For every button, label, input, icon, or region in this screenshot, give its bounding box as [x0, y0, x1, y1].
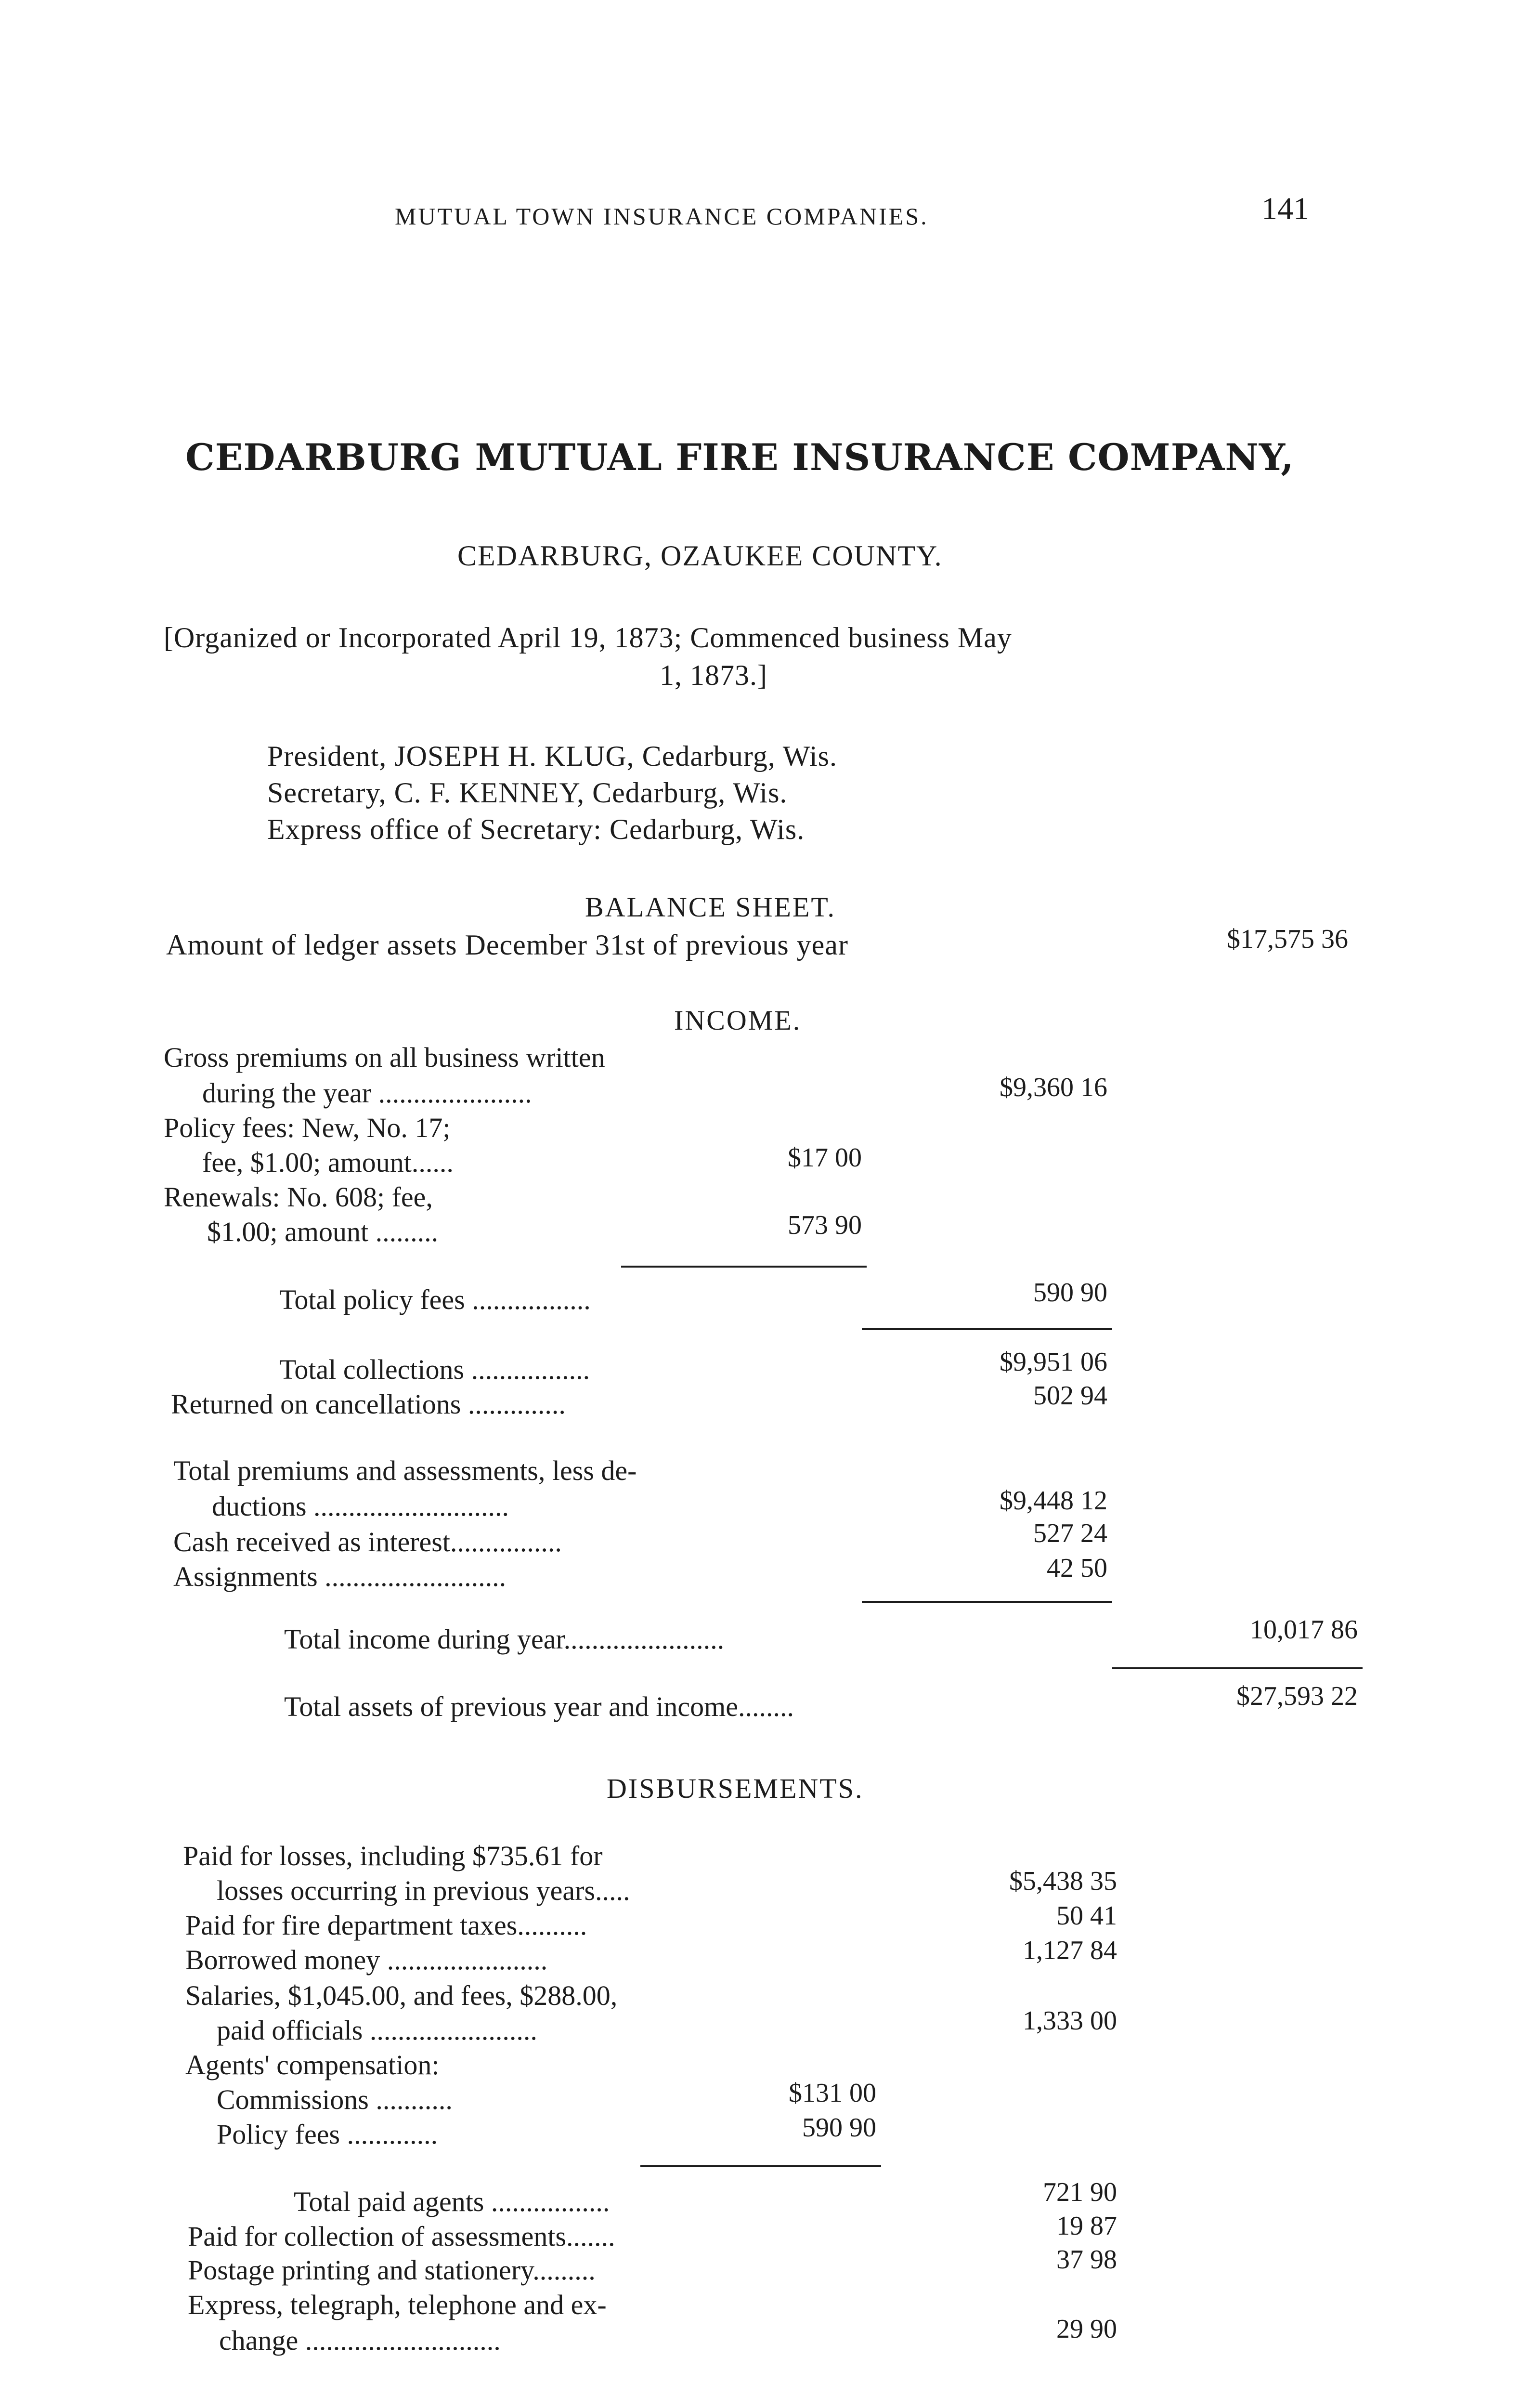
ledger-assets-label: Amount of ledger assets December 31st of previous year — [166, 929, 848, 961]
rule-agents — [640, 2165, 881, 2167]
renewals-value: 573 90 — [788, 1210, 862, 1240]
secretary-line: Secretary, C. F. KENNEY, Cedarburg, Wis. — [267, 777, 788, 809]
gross-premiums-line-2: during the year ...................... — [202, 1077, 532, 1109]
page-number: 141 — [1261, 191, 1309, 226]
collection-value: 19 87 — [1056, 2211, 1117, 2241]
assignments-value: 42 50 — [1047, 1553, 1107, 1583]
gross-premiums-value: $9,360 16 — [1000, 1073, 1107, 1102]
interest-value: 527 24 — [1033, 1518, 1107, 1548]
total-assets-label: Total assets of previous year and income........ — [284, 1691, 794, 1722]
president-line: President, JOSEPH H. KLUG, Cedarburg, Wis. — [267, 740, 837, 772]
express-value: 29 90 — [1056, 2314, 1117, 2344]
total-collections-label: Total collections ................. — [279, 1354, 590, 1385]
returned-value: 502 94 — [1033, 1381, 1107, 1411]
borrowed-value: 1,127 84 — [1023, 1936, 1117, 1965]
policy-fees-line-1: Policy fees: New, No. 17; — [164, 1112, 451, 1143]
total-premiums-line-1: Total premiums and assessments, less de- — [173, 1455, 637, 1486]
collection-label: Paid for collection of assessments....... — [188, 2221, 615, 2252]
total-collections-value: $9,951 06 — [1000, 1347, 1107, 1377]
interest-label: Cash received as interest................ — [173, 1526, 562, 1557]
rule-policy-fees — [621, 1266, 867, 1268]
company-location: CEDARBURG, OZAUKEE COUNTY. — [457, 540, 943, 572]
losses-line-2: losses occurring in previous years..... — [217, 1875, 630, 1906]
total-income-label: Total income during year....................... — [284, 1623, 725, 1655]
postage-label: Postage printing and stationery......... — [188, 2254, 596, 2286]
agent-policy-fees-value: 590 90 — [802, 2113, 876, 2143]
disbursements-heading: DISBURSEMENTS. — [607, 1773, 864, 1804]
organized-line-2: 1, 1873.] — [660, 659, 767, 691]
income-heading: INCOME. — [674, 1005, 802, 1036]
ledger-assets-value: $17,575 36 — [1227, 924, 1348, 954]
losses-line-1: Paid for losses, including $735.61 for — [183, 1840, 603, 1871]
total-policy-fees-value: 590 90 — [1033, 1278, 1107, 1308]
total-policy-fees-label: Total policy fees ................. — [279, 1284, 591, 1315]
total-paid-agents-value: 721 90 — [1043, 2177, 1117, 2207]
total-premiums-value: $9,448 12 — [1000, 1486, 1107, 1516]
fire-dept-label: Paid for fire department taxes.......... — [185, 1910, 587, 1941]
commissions-label: Commissions ........... — [217, 2084, 453, 2115]
total-paid-agents-label: Total paid agents ................. — [294, 2186, 610, 2217]
total-income-value: 10,017 86 — [1250, 1615, 1358, 1645]
total-assets-value: $27,593 22 — [1236, 1681, 1358, 1711]
salaries-line-2: paid officials ........................ — [217, 2015, 537, 2046]
renewals-line-1: Renewals: No. 608; fee, — [164, 1181, 433, 1213]
running-title: MUTUAL TOWN INSURANCE COMPANIES. — [395, 203, 929, 230]
rule-total-assets — [1112, 1667, 1363, 1669]
balance-sheet-heading: BALANCE SHEET. — [585, 891, 836, 923]
policy-fees-line-2: fee, $1.00; amount...... — [202, 1147, 454, 1178]
returned-label: Returned on cancellations .............. — [171, 1388, 566, 1420]
rule-income — [862, 1601, 1112, 1603]
salaries-value: 1,333 00 — [1023, 2006, 1117, 2036]
renewals-line-2: $1.00; amount ......... — [207, 1216, 439, 1247]
total-premiums-line-2: ductions ............................ — [212, 1491, 509, 1522]
agent-policy-fees-label: Policy fees ............. — [217, 2119, 438, 2150]
express-office-line: Express office of Secretary: Cedarburg, Wis. — [267, 813, 805, 845]
express-line-1: Express, telegraph, telephone and ex- — [188, 2289, 607, 2320]
gross-premiums-line-1: Gross premiums on all business written — [164, 1042, 605, 1073]
organized-line-1: [Organized or Incorporated April 19, 1873; Commenced business May — [164, 622, 1012, 654]
policy-fees-value: $17 00 — [788, 1143, 862, 1173]
losses-value: $5,438 35 — [1009, 1866, 1117, 1896]
postage-value: 37 98 — [1056, 2245, 1117, 2275]
salaries-line-1: Salaries, $1,045.00, and fees, $288.00, — [185, 1980, 618, 2011]
company-name: CEDARBURG MUTUAL FIRE INSURANCE COMPANY, — [185, 436, 1294, 479]
express-line-2: change ............................ — [219, 2325, 501, 2356]
borrowed-label: Borrowed money ....................... — [185, 1944, 548, 1976]
rule-collections — [862, 1328, 1112, 1330]
commissions-value: $131 00 — [789, 2078, 876, 2108]
agents-compensation-heading: Agents' compensation: — [185, 2049, 440, 2081]
assignments-label: Assignments .......................... — [173, 1561, 507, 1592]
fire-dept-value: 50 41 — [1056, 1901, 1117, 1931]
